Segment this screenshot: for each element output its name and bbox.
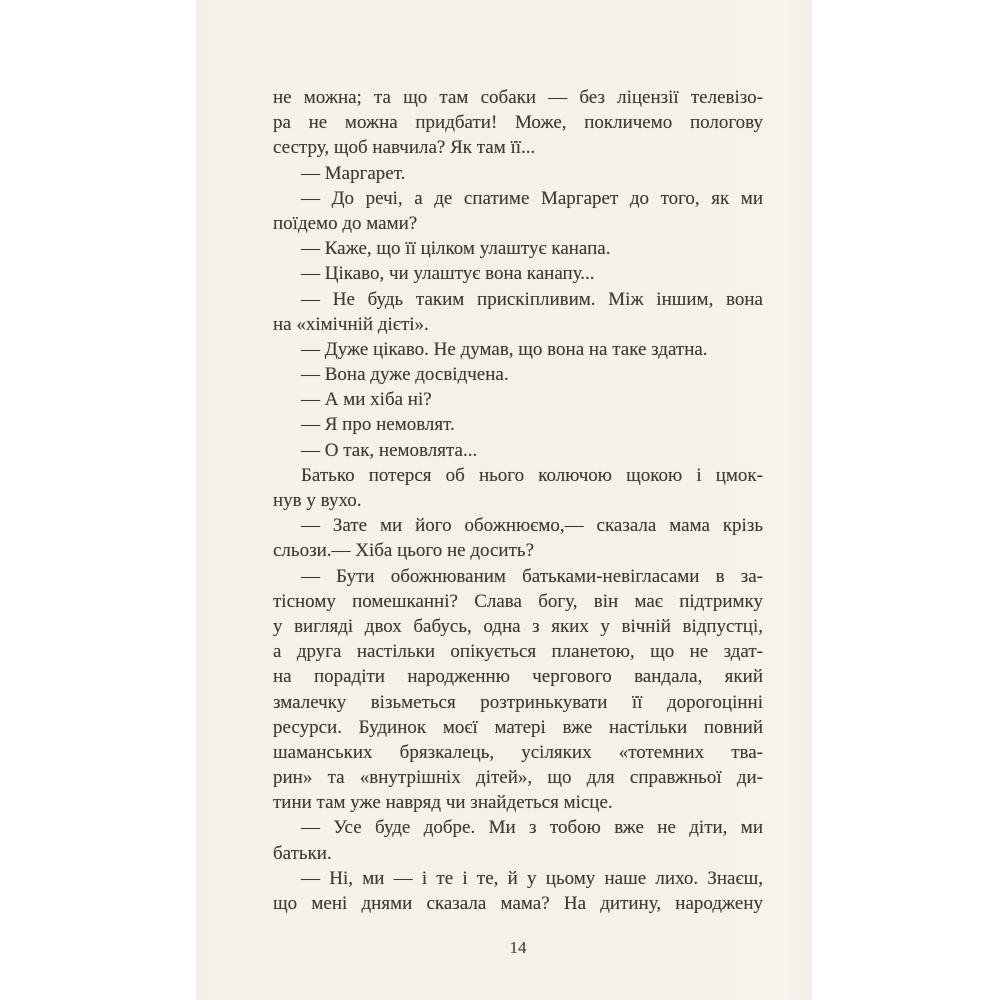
text-line: — Каже, що її цілком улаштує канапа. xyxy=(301,238,611,260)
text-line: рин» та «внутрішніх дітей», що для справжньої ди- xyxy=(273,767,763,789)
text-line: — Ні, ми — і те і те, й у цьому наше лихо. Знаєш, xyxy=(301,867,763,889)
page-number: 14 xyxy=(509,938,527,957)
text-line: — До речі, а де спатиме Маргарет до того, як ми xyxy=(301,187,763,209)
text-line: сестру, щоб навчила? Як там її... xyxy=(273,137,536,159)
text-line: у вигляді двох бабусь, одна з яких у вічній відпустці, xyxy=(273,615,763,637)
text-line: шаманських брязкалець, усіляких «тотемних тва- xyxy=(273,741,763,763)
text-line: — Усе буде добре. Ми з тобою вже не діти, ми xyxy=(301,817,763,839)
text-line: Батько потерся об нього колючою щокою і цмок- xyxy=(301,464,763,486)
text-line: — Зате ми його обожнюємо,— сказала мама крізь xyxy=(301,515,763,537)
text-line: на порадіти народженню чергового вандала, який xyxy=(273,666,763,688)
text-line: — Дуже цікаво. Не думав, що вона на таке здатна. xyxy=(301,338,708,360)
text-line: нув у вухо. xyxy=(273,490,362,511)
text-line: тини там уже навряд чи знайдеться місце. xyxy=(273,792,613,814)
book-page xyxy=(196,0,812,1000)
text-line: поїдемо до мами? xyxy=(273,212,418,234)
text-line: — Цікаво, чи улаштує вона канапу... xyxy=(301,263,595,285)
text-line: що мені днями сказала мама? На дитину, народжену xyxy=(273,893,763,914)
text-line: — О так, немовлята... xyxy=(301,439,478,461)
text-line: а друга настільки опікується планетою, що не здат- xyxy=(273,641,763,663)
text-line: тісному помешканні? Слава богу, він має підтримку xyxy=(273,590,763,612)
text-line: — А ми хіба ні? xyxy=(301,389,432,411)
text-line: змалечку візьметься розтринькувати її дорогоцінні xyxy=(273,691,763,713)
text-line: — Я про немовлят. xyxy=(301,414,455,436)
page-text-block xyxy=(273,85,763,916)
text-line: — Бути обожнюваним батьками-невігласами в за- xyxy=(301,565,763,587)
text-line: ресурси. Будинок моєї матері вже настільки повний xyxy=(273,716,763,738)
text-line: — Вона дуже досвідчена. xyxy=(301,364,509,386)
text-line: — Не будь таким прискіпливим. Між іншим, вона xyxy=(301,288,763,310)
text-line: — Маргарет. xyxy=(301,162,406,184)
text-line: сльози.— Хіба цього не досить? xyxy=(273,540,534,562)
text-line: ра не можна придбати! Може, покличемо пологову xyxy=(273,112,763,134)
text-line: батьки. xyxy=(273,842,332,864)
text-line: на «хімічній дієті». xyxy=(273,313,429,335)
text-line: не можна; та що там собаки — без ліцензії телевізо- xyxy=(273,87,763,108)
